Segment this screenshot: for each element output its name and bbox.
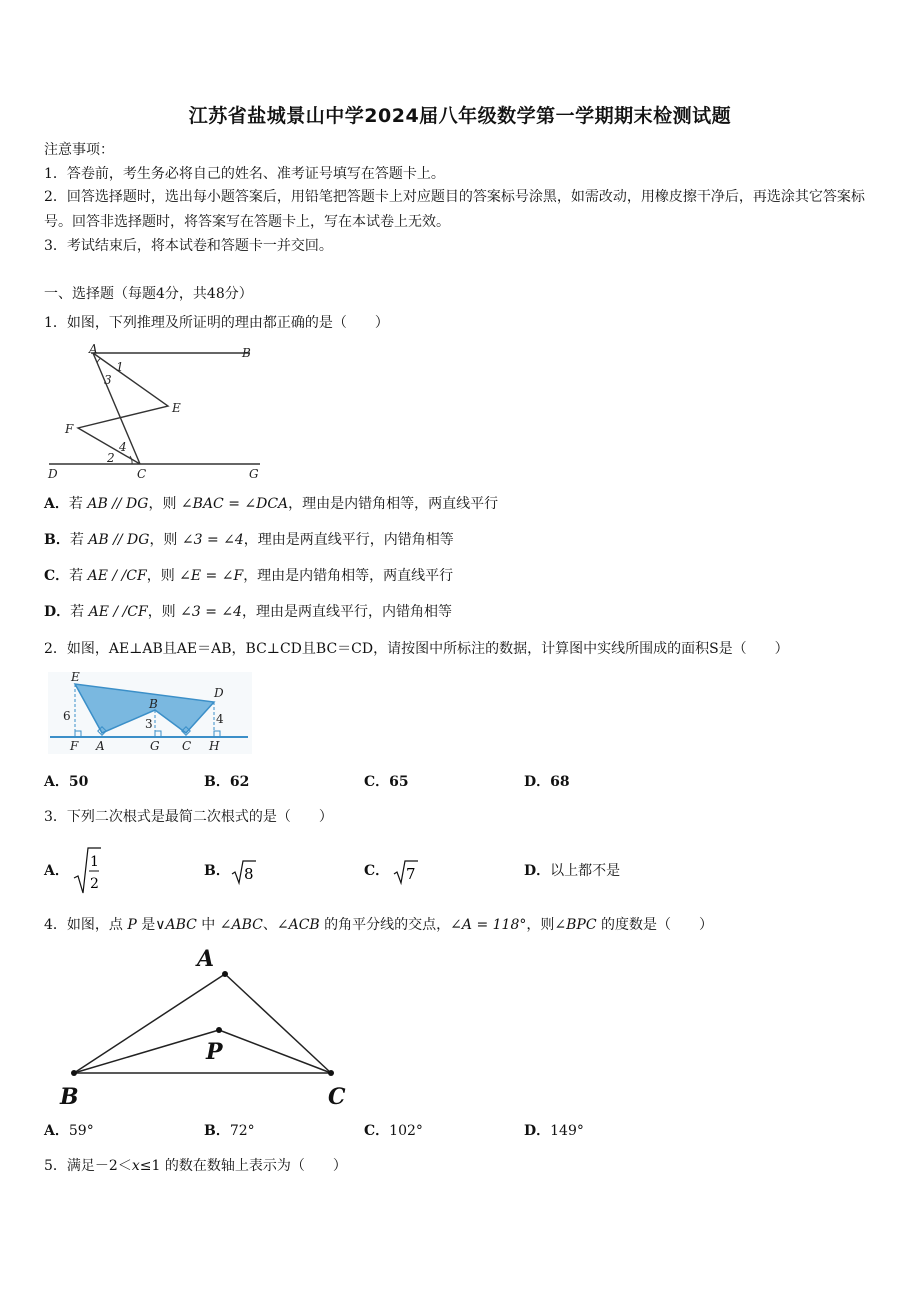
q3-options	[44, 846, 884, 896]
q4-figure	[52, 944, 362, 1110]
option-text: 72°	[229, 1123, 255, 1139]
fig4-label-p: P	[206, 1039, 223, 1065]
q3-option-b[interactable]	[204, 860, 230, 882]
q1-option-b[interactable]	[44, 530, 454, 550]
q3-option-c[interactable]	[364, 860, 389, 882]
option-text: 65	[389, 774, 409, 790]
fig1-label-a: A	[89, 344, 98, 356]
stem-text: 的度数是（ ）	[596, 917, 713, 933]
q1-figure	[44, 344, 274, 482]
option-letter: B．	[204, 1123, 230, 1139]
fig1-label-g: G	[249, 467, 259, 481]
fig2-label-h: H	[209, 739, 220, 753]
option-text: ，则	[146, 568, 180, 584]
stem-text: 中	[196, 917, 220, 933]
fig1-label-3: 3	[104, 373, 112, 387]
q4-stem	[44, 915, 713, 935]
q1-stem: 1．如图，下列推理及所证明的理由都正确的是（ ）	[44, 315, 389, 331]
stem-math: ∠ABC	[219, 917, 263, 933]
fig2-label-c: C	[182, 739, 192, 753]
option-text: 若	[68, 496, 88, 512]
angle-arc-c	[130, 456, 132, 464]
segment-ac	[225, 974, 331, 1073]
q2-options	[44, 771, 884, 795]
point-c	[328, 1070, 334, 1076]
sqrt-7	[392, 858, 422, 886]
fig2-label-g: G	[150, 739, 160, 753]
q2-stem: 2．如图，AE⊥AB且AE＝AB，BC⊥CD且BC＝CD，请按图中所标注的数据，计算图中实线所围成的面积S是（ ）	[44, 641, 789, 657]
q4-option-b[interactable]	[204, 1120, 255, 1142]
option-letter: D．	[524, 1123, 551, 1139]
fig2-label-f: F	[70, 739, 79, 753]
option-letter: A．	[44, 496, 69, 512]
fig2-label-d: D	[214, 686, 224, 700]
q2-option-c[interactable]	[364, 771, 409, 793]
q3-option-a[interactable]	[44, 860, 69, 882]
option-text: ，则	[148, 496, 181, 512]
stem-text: ≤1 的数在数轴上表示为（ ）	[139, 1158, 347, 1174]
option-letter: B．	[204, 863, 230, 879]
option-letter: D．	[524, 863, 551, 879]
stem-math: P	[127, 917, 137, 933]
q4-options	[44, 1120, 884, 1144]
stem-math: ∨ABC	[155, 917, 197, 933]
option-text: 59°	[68, 1123, 94, 1139]
fig2-label-4: 4	[216, 712, 224, 726]
option-letter: C．	[44, 568, 70, 584]
option-letter: A．	[44, 863, 69, 879]
q4-option-d[interactable]	[524, 1120, 584, 1142]
fig2-label-b: B	[149, 697, 158, 711]
option-text: ，理由是两直线平行，内错角相等	[243, 532, 454, 548]
point-a	[222, 971, 228, 977]
option-text: 以上都不是	[550, 863, 621, 879]
fig1-label-1: 1	[116, 360, 124, 374]
fig2-label-e: E	[71, 672, 80, 684]
fig4-label-a: A	[197, 946, 215, 972]
radicand: 7	[406, 865, 416, 883]
stem-math: ∠BPC	[554, 917, 597, 933]
q1-option-c[interactable]	[44, 566, 453, 586]
option-text: ，则	[149, 532, 182, 548]
fig1-label-c: C	[137, 467, 147, 481]
option-text: ，则	[147, 604, 181, 620]
fig1-label-f: F	[65, 422, 74, 436]
option-letter: A．	[44, 1123, 69, 1139]
option-text: 50	[68, 774, 89, 790]
fig4-label-b: B	[60, 1084, 79, 1110]
option-letter: A．	[44, 774, 69, 790]
q1-option-a[interactable]	[44, 494, 498, 514]
section-heading: 一、选择题（每题4分，共48分）	[44, 286, 253, 302]
option-text: 若	[70, 604, 89, 620]
note-item-1: 1．答卷前，考生务必将自己的姓名、准考证号填写在答题卡上。	[44, 166, 445, 182]
q2-option-d[interactable]	[524, 771, 570, 793]
option-letter: B．	[204, 774, 230, 790]
option-text: ，理由是两直线平行，内错角相等	[242, 604, 453, 620]
option-text: 若	[69, 568, 88, 584]
option-text: 68	[550, 774, 570, 790]
option-math: ∠E = ∠F	[179, 568, 244, 584]
segment-ab	[74, 974, 225, 1073]
angle-arc-a	[97, 358, 101, 363]
option-text: 若	[69, 532, 89, 548]
option-math: ∠3 = ∠4	[180, 604, 243, 620]
option-text: ，理由是内错角相等，两直线平行	[243, 568, 454, 584]
option-text: 102°	[389, 1123, 423, 1139]
q2-option-b[interactable]	[204, 771, 249, 793]
q3-stem: 3．下列二次根式是最简二次根式的是（ ）	[44, 809, 333, 825]
q4-option-a[interactable]	[44, 1120, 94, 1142]
fig1-label-2: 2	[107, 451, 115, 465]
stem-text: 的角平分线的交点，	[319, 917, 451, 933]
option-math: ∠3 = ∠4	[181, 532, 244, 548]
stem-text: 4．如图，点	[44, 917, 128, 933]
option-math: AB // DG	[88, 532, 150, 548]
stem-text: 5．满足－2＜	[44, 1158, 132, 1174]
sqrt-8	[230, 858, 260, 886]
fig1-label-4: 4	[119, 440, 127, 454]
notes-heading: 注意事项：	[44, 142, 114, 158]
option-math: AE / /CF	[87, 568, 147, 584]
option-math: AE / /CF	[88, 604, 148, 620]
option-letter: B．	[44, 532, 70, 548]
option-text: 149°	[550, 1123, 584, 1139]
option-letter: C．	[364, 1123, 390, 1139]
option-letter: D．	[44, 604, 71, 620]
option-text: 62	[229, 774, 250, 790]
stem-math: ∠ACB	[276, 917, 320, 933]
option-letter: D．	[524, 774, 551, 790]
segment-bp	[74, 1030, 219, 1073]
radicand: 8	[244, 865, 254, 883]
fig2-label-a: A	[96, 739, 105, 753]
q1-option-d[interactable]	[44, 602, 452, 622]
stem-text: ，则	[526, 917, 555, 933]
q4-option-c[interactable]	[364, 1120, 423, 1142]
point-b	[71, 1070, 77, 1076]
option-letter: C．	[364, 863, 390, 879]
fig2-label-6: 6	[63, 709, 71, 723]
option-letter: C．	[364, 774, 390, 790]
q2-figure	[48, 672, 252, 754]
note-item-3: 3．考试结束后，将本试卷和答题卡一并交回。	[44, 238, 333, 254]
fraction-denominator: 2	[90, 876, 99, 892]
stem-math: ∠A = 118°	[450, 917, 527, 933]
option-math: AB // DG	[87, 496, 149, 512]
sqrt-fraction	[72, 846, 102, 896]
note-item-2: 2．回答选择题时，选出每小题答案后，用铅笔把答题卡上对应题目的答案标号涂黑，如需改动，用橡皮擦干净后，再选涂其它答案标号。回答非选择题时，将答案写在答题卡上，写在本试卷上无效。	[44, 189, 865, 230]
point-p	[216, 1027, 222, 1033]
fraction-numerator: 1	[90, 854, 99, 870]
fig2-label-3: 3	[145, 717, 153, 731]
q2-option-a[interactable]	[44, 771, 88, 793]
fig1-label-d: D	[48, 467, 58, 481]
segment-pc	[219, 1030, 331, 1073]
page-title: 江苏省盐城景山中学2024届八年级数学第一学期期末检测试题	[188, 105, 732, 127]
stem-math: x	[131, 1158, 140, 1174]
option-text: ，理由是内错角相等，两直线平行	[288, 496, 499, 512]
fig4-label-c: C	[328, 1084, 346, 1110]
stem-text: 、	[262, 917, 277, 933]
stem-text: 是	[136, 917, 156, 933]
fig1-label-b: B	[242, 346, 251, 360]
q5-stem	[44, 1156, 347, 1176]
fig1-label-e: E	[172, 401, 181, 415]
q3-option-d[interactable]	[524, 860, 620, 882]
option-math: ∠BAC = ∠DCA	[180, 496, 289, 512]
